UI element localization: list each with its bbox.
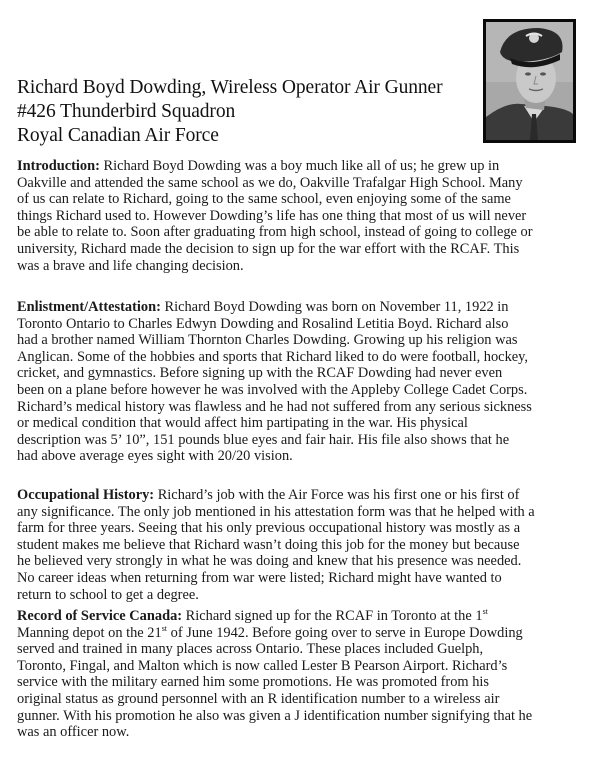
paragraph-line — [17, 299, 577, 316]
title-line-name: Richard Boyd Dowding, Wireless Operator Air Gunner — [17, 77, 443, 98]
section-heading-record: Record of Service Canada: — [17, 608, 183, 624]
paragraph-text: Richard signed up for the RCAF in Toronto at the 1 — [182, 608, 483, 624]
section-introduction — [17, 158, 577, 274]
paragraph-text: Richard Boyd Dowding was a boy much like all of us; he grew up in — [99, 158, 500, 174]
section-heading-occupational: Occupational History: — [17, 487, 155, 503]
paragraph-line — [17, 625, 577, 642]
paragraph-line: been on a plane before however he was involved with the Appleby College Cadet Corps. — [17, 381, 528, 398]
paragraph-line: No career ideas when returning from war were listed; Richard might have wanted to — [17, 569, 502, 586]
paragraph-line: served and trained in many places across Ontario. These places included Guelph, — [17, 641, 484, 658]
paragraph-line: be able to relate to. Soon after graduating from high school, instead of going to college or — [17, 224, 533, 241]
paragraph-line: gunner. With his promotion he also was given a J identification number signifying that he — [17, 707, 533, 724]
paragraph-text: of June 1942. Before going over to serve in Europe Dowding — [167, 624, 523, 641]
paragraph-line: had a brother named William Thornton Charles Dowding. Growing up his religion was — [17, 332, 518, 349]
title-line-force: Royal Canadian Air Force — [17, 125, 219, 146]
paragraph-text: Richard’s job with the Air Force was his first one or his first of — [154, 487, 520, 503]
paragraph-line: any significance. The only job mentioned in his attestation form was that he helped with a — [17, 503, 535, 520]
paragraph-line: or medical condition that would affect him partipating in the war. His physical — [17, 415, 468, 432]
paragraph-line: farm for three years. Seeing that his only previous occupational history was mostly as a — [17, 520, 521, 537]
paragraph-line: cricket, and gymnastics. Before signing up with the RCAF Dowding had never even — [17, 365, 503, 382]
paragraph-line: Oakville and attended the same school as we do, Oakville Trafalgar High School. Many — [17, 174, 523, 191]
paragraph-line: student makes me believe that Richard wasn’t doing this job for the money but because — [17, 536, 520, 553]
document-title — [17, 76, 442, 148]
section-enlistment — [17, 299, 577, 465]
paragraph-line — [17, 487, 577, 504]
paragraph-line: university, Richard made the decision to sign up for the war effort with the RCAF. This — [17, 240, 520, 257]
paragraph-line: Anglican. Some of the hobbies and sports that Richard liked to do were football, hockey, — [17, 348, 529, 365]
paragraph-line: service with the military earned him some promotions. He was promoted from his — [17, 674, 489, 691]
paragraph-line: Toronto Ontario to Charles Edwyn Dowding and Rosalind Letitia Boyd. Richard also — [17, 315, 509, 332]
paragraph-line: he believed very strongly in what he was doing and knew that his presence was needed. — [17, 553, 522, 570]
paragraph-line: description was 5’ 10”, 151 pounds blue eyes and fair hair. His file also shows that he — [17, 431, 510, 448]
portrait-image-icon — [486, 22, 573, 140]
ordinal-suffix: st — [161, 623, 168, 633]
section-heading-enlistment: Enlistment/Attestation: — [17, 299, 161, 315]
paragraph-line: Toronto, Fingal, and Malton which is now called Lester B Pearson Airport. Richard’s — [17, 657, 508, 674]
paragraph-line: had above average eyes sight with 20/20 vision. — [17, 448, 293, 465]
paragraph-line: Richard’s medical history was flawless and he had not suffered from any serious sickness — [17, 398, 532, 415]
paragraph-text: Richard Boyd Dowding was born on November 11, 1922 in — [160, 299, 509, 315]
paragraph-line: original status as ground personnel with an R identification number to a wireless air — [17, 690, 500, 707]
paragraph-line: of us can relate to Richard, going to the same school, even enjoying some of the same — [17, 191, 511, 208]
paragraph-line — [17, 608, 577, 625]
paragraph-line — [17, 158, 577, 175]
paragraph-line: was an officer now. — [17, 724, 130, 741]
paragraph-line: return to school to get a degree. — [17, 586, 199, 603]
paragraph-text: Manning depot on the 21 — [17, 624, 162, 641]
portrait-photo — [483, 19, 576, 143]
section-record-of-service — [17, 608, 577, 741]
section-occupational-history — [17, 487, 577, 603]
ordinal-suffix: st — [482, 607, 488, 616]
paragraph-line: things Richard used to. However Dowding’s life has one thing that most of us will never — [17, 207, 527, 224]
section-heading-introduction: Introduction: — [17, 158, 100, 174]
paragraph-line: was a brave and life changing decision. — [17, 257, 244, 274]
title-line-squadron: #426 Thunderbird Squadron — [17, 101, 236, 122]
